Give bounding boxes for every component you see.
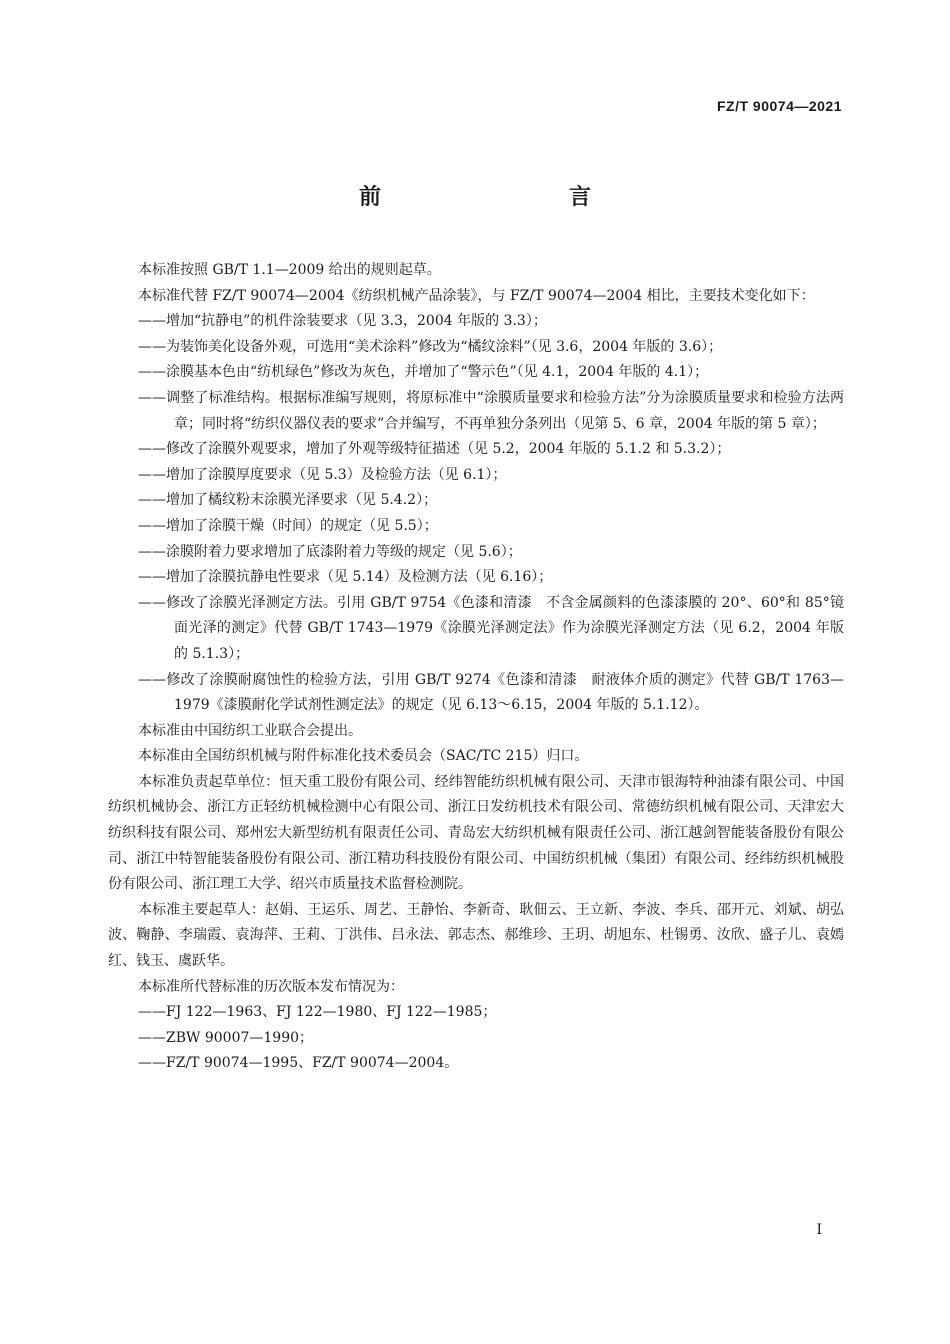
change-item: ——涂膜基本色由“纺机绿色”修改为灰色，并增加了“警示色”（见 4.1，2004 年版的 4.1）； <box>138 364 709 381</box>
paragraph: 本标准由中国纺织工业联合会提出。 <box>138 722 362 739</box>
paragraph: 本标准由全国纺织机械与附件标准化技术委员会（SAC/TC 215）归口。 <box>138 748 589 765</box>
change-item: ——增加了涂膜厚度要求（见 5.3）及检验方法（见 6.1）； <box>138 466 507 483</box>
paragraph: 本标准按照 GB/T 1.1—2009 给出的规则起草。 <box>138 262 441 278</box>
change-item: ——增加了涂膜抗静电性要求（见 5.14）及检测方法（见 6.16）； <box>138 569 553 586</box>
document-body <box>108 258 844 1077</box>
history-item: ——ZBW 90007—1990； <box>138 1029 314 1046</box>
change-item: ——调整了标准结构。根据标准编写规则，将原标准中“涂膜质量要求和检验方法”分为涂膜质量要求和检验方法两章；同时将“纺织仪器仪表的要求”合并编写，不再单独分条列出（见第 5、6 章，2004 年版的第 5 章）； <box>138 389 844 432</box>
change-item: ——增加了橘纹粉末涂膜光泽要求（见 5.4.2）； <box>138 492 438 509</box>
paragraph: 本标准代替 FZ/T 90074—2004《纺织机械产品涂装》，与 FZ/T 90074—2004 相比，主要技术变化如下： <box>138 287 815 304</box>
change-item: ——修改了涂膜外观要求，增加了外观等级特征描述（见 5.2，2004 年版的 5.1.2 和 5.3.2）； <box>138 441 731 458</box>
history-item: ——FZ/T 90074—1995、FZ/T 90074—2004。 <box>138 1055 459 1072</box>
page-number: I <box>816 1222 822 1238</box>
document-code: FZ/T 90074—2021 <box>716 98 842 114</box>
change-item: ——涂膜附着力要求增加了底漆附着力等级的规定（见 5.6）； <box>138 543 522 560</box>
paragraph: 本标准负责起草单位：恒天重工股份有限公司、经纬智能纺织机械有限公司、天津市银海特种油漆有限公司、中国纺织机械协会、浙江方正轻纺机械检测中心有限公司、浙江日发纺机技术有限公司、常德纺织机械有限公司、天津宏大纺织科技有限公司、郑州宏大新型纺机有限责任公司、青岛宏大纺织机械有限责任公司、浙江越剑智能装备股份有限公司、浙江中特智能装备股份有限公司、浙江精功科技股份有限公司、中国纺织机械（集团）有限公司、经纬纺织机械股份有限公司、浙江理工大学、绍兴市质量技术监督检测院。 <box>108 773 844 893</box>
change-item: ——增加“抗静电”的机件涂装要求（见 3.3，2004 年版的 3.3）； <box>138 313 547 330</box>
change-item: ——修改了涂膜光泽测定方法。引用 GB/T 9754《色漆和清漆 不含金属颜料的色漆漆膜的 20°、60°和 85°镜面光泽的测定》代替 GB/T 1743—1979《涂膜光泽测定法》作为涂膜光泽测定方法（见 6.2，2004 年版的 5.1.3）； <box>138 594 844 662</box>
paragraph: 本标准所代替标准的历次版本发布情况为： <box>138 978 404 995</box>
paragraph: 本标准主要起草人：赵娟、王运乐、周艺、王静怡、李新奇、耿佃云、王立新、李波、李兵、邵开元、刘斌、胡弘波、鞠静、李瑞霞、袁海萍、王莉、丁洪伟、吕永法、郭志杰、郝维珍、王玥、胡旭东、杜锡勇、汝欣、盛子儿、袁嫣红、钱玉、虞跃华。 <box>108 901 844 970</box>
change-item: ——增加了涂膜干燥（时间）的规定（见 5.5）； <box>138 517 438 534</box>
page-title: 前 言 <box>358 185 639 210</box>
history-item: ——FJ 122—1963、FJ 122—1980、FJ 122—1985； <box>138 1004 497 1021</box>
change-item: ——修改了涂膜耐腐蚀性的检验方法，引用 GB/T 9274《色漆和清漆 耐液体介质的测定》代替 GB/T 1763—1979《漆膜耐化学试剂性测定法》的规定（见 6.13～6.15，2004 年版的 5.1.12）。 <box>138 671 844 714</box>
change-item: ——为装饰美化设备外观，可选用“美术涂料”修改为“橘纹涂料”（见 3.6，2004 年版的 3.6）； <box>138 338 723 355</box>
